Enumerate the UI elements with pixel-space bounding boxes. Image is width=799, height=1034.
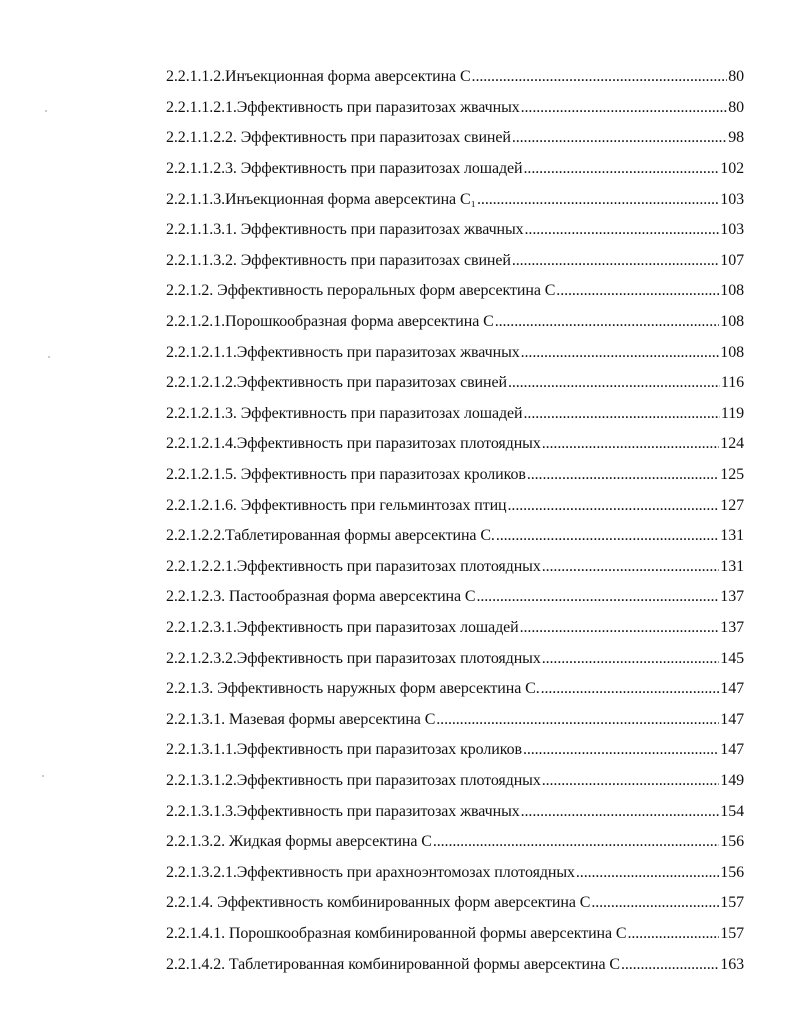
toc-leader-dots [542, 559, 720, 575]
toc-entry-page-number: 102 [720, 160, 744, 178]
toc-entry-title: 2.2.1.2.3.2.Эффективность при паразитозах плотоядных [166, 649, 541, 667]
toc-entry [166, 215, 744, 246]
toc-entry-page-number: 116 [720, 374, 744, 392]
toc-entry-title: 2.2.1.1.3.2. Эффективность при паразитозах свиней [166, 251, 511, 269]
toc-entry-page-number: 163 [720, 955, 744, 973]
toc-entry [166, 307, 744, 338]
toc-entry-page-number: 157 [720, 924, 744, 942]
toc-leader-dots [521, 804, 720, 820]
toc-entry [166, 735, 744, 766]
toc-entry [166, 704, 744, 735]
toc-entry-page-number: 156 [720, 833, 744, 851]
toc-leader-dots [512, 253, 719, 269]
toc-entry-title: 2.2.1.4. Эффективность комбинированных форм аверсектина С [166, 894, 591, 912]
toc-entry-page-number: 80 [728, 98, 744, 116]
toc-entry-page-number: 147 [720, 741, 744, 759]
toc-leader-dots [542, 436, 720, 452]
toc-entry-page-number: 145 [720, 649, 744, 667]
toc-leader-dots [521, 345, 720, 361]
toc-entry-title: 2.2.1.1.3.Инъекционная форма аверсектина С₁ [166, 190, 477, 208]
toc-entry-title: 2.2.1.2.1.5. Эффективность при паразитозах кроликов [166, 466, 526, 484]
toc-entry-title: 2.2.1.1.2.Инъекционная форма аверсектина С [166, 68, 471, 86]
toc-entry-title: 2.2.1.4.1. Порошкообразная комбинированной формы аверсектина С [166, 924, 627, 942]
toc-entry [166, 796, 744, 827]
toc-entry-title: 2.2.1.1.2.3. Эффективность при паразитозах лошадей [166, 160, 523, 178]
toc-leader-dots [556, 283, 719, 299]
toc-leader-dots [521, 100, 728, 116]
toc-entry-page-number: 125 [720, 466, 744, 484]
toc-entry-title: 2.2.1.3. Эффективность наружных форм аверсектина С. [166, 680, 540, 698]
toc-leader-dots [512, 130, 727, 146]
toc-entry-title: 2.2.1.2.1.2.Эффективность при паразитозах свиней [166, 374, 507, 392]
toc-entry [166, 429, 744, 460]
toc-entry-title: 2.2.1.1.3.1. Эффективность при паразитозах жвачных [166, 221, 524, 239]
toc-leader-dots [542, 773, 720, 789]
toc-entry [166, 643, 744, 674]
toc-entry-page-number: 108 [720, 313, 744, 331]
toc-entry [166, 154, 744, 185]
toc-entry-title: 2.2.1.3.1.1.Эффективность при паразитозах кроликов [166, 741, 522, 759]
toc-leader-dots [524, 406, 720, 422]
toc-entry-page-number: 80 [728, 68, 744, 86]
toc-leader-dots [527, 467, 719, 483]
toc-entry-title: 2.2.1.3.2. Жидкая формы аверсектина С [166, 833, 432, 851]
toc-entry-title: 2.2.1.3.2.1.Эффективность при арахноэнтомозах плотоядных [166, 863, 575, 881]
toc-entry-title: 2.2.1.2.3. Пастообразная форма аверсектина С [166, 588, 476, 606]
toc-leader-dots [576, 865, 719, 881]
toc-leader-dots [541, 681, 720, 697]
toc-entry [166, 399, 744, 430]
toc-entry-page-number: 127 [720, 496, 744, 514]
toc-leader-dots [433, 834, 719, 850]
toc-entry-title: 2.2.1.2. Эффективность пероральных форм аверсектина С [166, 282, 556, 300]
toc-leader-dots [477, 192, 719, 208]
toc-entry [166, 276, 744, 307]
toc-entry [166, 123, 744, 154]
toc-entry-page-number: 103 [720, 190, 744, 208]
toc-entry [166, 490, 744, 521]
scan-speck [48, 356, 50, 358]
toc-leader-dots [520, 620, 720, 636]
toc-leader-dots [525, 222, 720, 238]
toc-entry-page-number: 137 [720, 618, 744, 636]
toc-entry-page-number: 149 [720, 771, 744, 789]
table-of-contents [166, 62, 744, 980]
toc-entry-title: 2.2.1.3.1.3.Эффективность при паразитозах жвачных [166, 802, 520, 820]
toc-entry-page-number: 108 [720, 282, 744, 300]
toc-entry [166, 246, 744, 277]
toc-entry-page-number: 147 [720, 680, 744, 698]
toc-entry-page-number: 124 [720, 435, 744, 453]
toc-entry-page-number: 119 [720, 404, 744, 422]
toc-entry [166, 184, 744, 215]
toc-leader-dots [436, 712, 719, 728]
toc-entry [166, 368, 744, 399]
toc-entry-page-number: 154 [720, 802, 744, 820]
toc-leader-dots [591, 895, 719, 911]
toc-leader-dots [508, 375, 720, 391]
toc-entry [166, 766, 744, 797]
toc-entry-title: 2.2.1.2.2.1.Эффективность при паразитозах плотоядных [166, 557, 541, 575]
toc-entry-page-number: 103 [720, 221, 744, 239]
toc-leader-dots [627, 926, 719, 942]
toc-entry-page-number: 98 [728, 129, 744, 147]
toc-entry [166, 949, 744, 980]
toc-entry-title: 2.2.1.1.2.1.Эффективность при паразитозах жвачных [166, 98, 520, 116]
toc-entry [166, 919, 744, 950]
toc-entry [166, 552, 744, 583]
toc-entry-title: 2.2.1.2.2.Таблетированная формы аверсектина С. [166, 527, 495, 545]
toc-entry-title: 2.2.1.2.1.3. Эффективность при паразитозах лошадей [166, 404, 523, 422]
toc-entry-page-number: 131 [720, 527, 744, 545]
toc-entry-title: 2.2.1.3.1. Мазевая формы аверсектина С [166, 710, 436, 728]
toc-entry [166, 613, 744, 644]
toc-entry-page-number: 137 [720, 588, 744, 606]
scan-speck [45, 110, 47, 112]
toc-leader-dots [524, 161, 720, 177]
toc-entry [166, 857, 744, 888]
toc-entry [166, 582, 744, 613]
toc-leader-dots [523, 742, 719, 758]
toc-leader-dots [495, 314, 720, 330]
toc-entry [166, 460, 744, 491]
toc-entry-page-number: 156 [720, 863, 744, 881]
toc-leader-dots [496, 528, 719, 544]
scan-speck [42, 775, 44, 777]
toc-leader-dots [476, 589, 719, 605]
toc-entry-title: 2.2.1.2.1.6. Эффективность при гельминтозах птиц [166, 496, 507, 514]
toc-entry-page-number: 107 [720, 251, 744, 269]
toc-entry-page-number: 147 [720, 710, 744, 728]
toc-entry-title: 2.2.1.3.1.2.Эффективность при паразитозах плотоядных [166, 771, 541, 789]
toc-entry [166, 62, 744, 93]
toc-leader-dots [542, 651, 720, 667]
toc-entry [166, 521, 744, 552]
toc-entry [166, 827, 744, 858]
toc-entry-title: 2.2.1.4.2. Таблетированная комбинированной формы аверсектина С [166, 955, 620, 973]
toc-entry [166, 337, 744, 368]
toc-entry-title: 2.2.1.2.1.Порошкообразная форма аверсектина С [166, 313, 494, 331]
toc-leader-dots [621, 957, 719, 973]
toc-entry-title: 2.2.1.1.2.2. Эффективность при паразитозах свиней [166, 129, 511, 147]
toc-entry-page-number: 157 [720, 894, 744, 912]
toc-entry-page-number: 108 [720, 343, 744, 361]
toc-entry [166, 674, 744, 705]
toc-entry [166, 888, 744, 919]
toc-entry-title: 2.2.1.2.1.1.Эффективность при паразитозах жвачных [166, 343, 520, 361]
toc-leader-dots [508, 498, 720, 514]
toc-entry-page-number: 131 [720, 557, 744, 575]
toc-entry-title: 2.2.1.2.3.1.Эффективность при паразитозах лошадей [166, 618, 519, 636]
toc-leader-dots [472, 69, 728, 85]
toc-entry [166, 93, 744, 124]
toc-entry-title: 2.2.1.2.1.4.Эффективность при паразитозах плотоядных [166, 435, 541, 453]
